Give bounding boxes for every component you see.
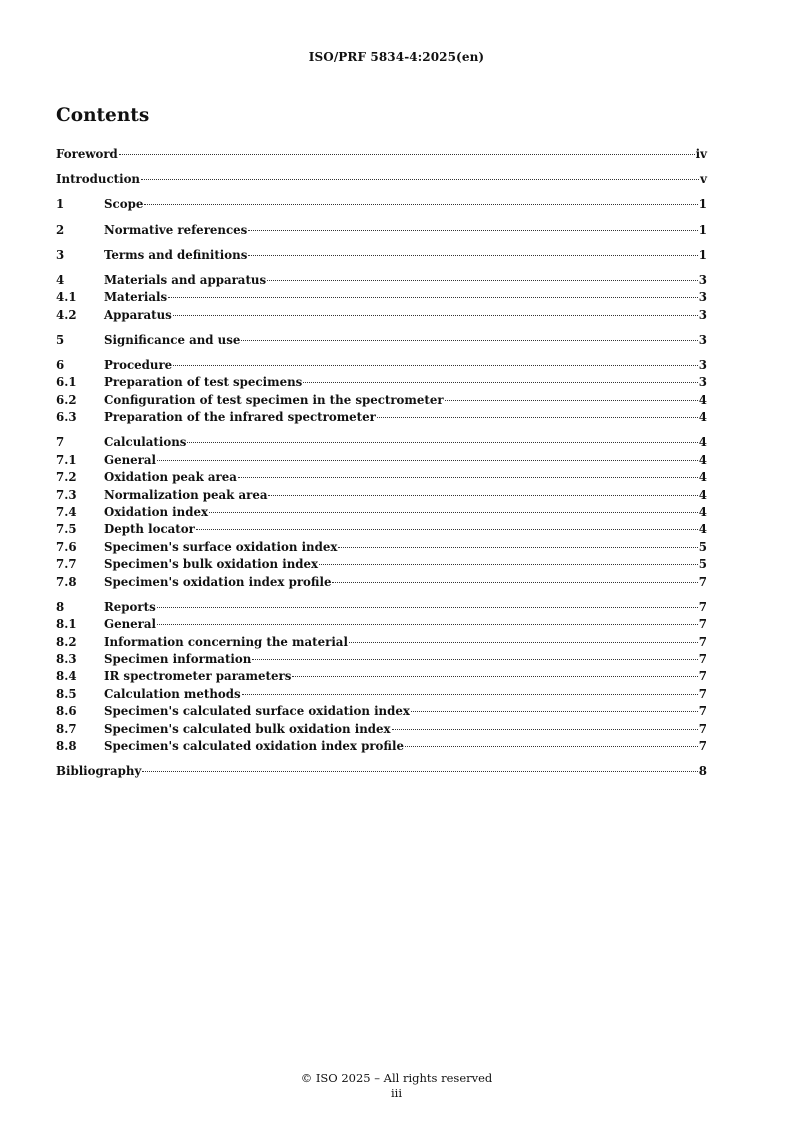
toc-entry-page: 3 bbox=[698, 332, 707, 347]
toc-entry-label: Materials bbox=[104, 290, 168, 305]
toc-entry-label: Bibliography bbox=[56, 764, 142, 779]
toc-entry-label: Foreword bbox=[56, 147, 118, 161]
toc-entry-number: 7.8 bbox=[56, 574, 77, 589]
toc-dot-leader bbox=[173, 365, 698, 366]
toc-entry-page: 5 bbox=[698, 539, 707, 554]
toc-entry-page: 3 bbox=[698, 272, 707, 287]
toc-entry-number: 7.4 bbox=[56, 505, 77, 520]
toc-dot-leader bbox=[267, 280, 698, 281]
toc-entry[interactable] bbox=[56, 599, 707, 616]
toc-entry-number: 7.7 bbox=[56, 557, 77, 572]
toc-entry-page: 7 bbox=[698, 738, 707, 753]
toc-entry-label: Procedure bbox=[104, 358, 173, 373]
toc-entry-label: Preparation of test specimens bbox=[104, 375, 303, 390]
toc-entry-page: 7 bbox=[698, 599, 707, 614]
toc-entry-page: 1 bbox=[698, 247, 707, 262]
toc-entry-label: Significance and use bbox=[104, 332, 241, 347]
toc-entry-label: Specimen's bulk oxidation index bbox=[104, 557, 319, 572]
toc-entry[interactable] bbox=[56, 146, 707, 163]
toc-entry-page: 3 bbox=[698, 290, 707, 305]
toc-dot-leader bbox=[209, 512, 698, 513]
toc-entry-page: 4 bbox=[698, 470, 707, 485]
toc-entry[interactable] bbox=[56, 721, 707, 738]
toc-entry-label: Specimen's calculated bulk oxidation index bbox=[104, 721, 391, 736]
toc-entry-number: 6.3 bbox=[56, 410, 77, 425]
toc-entry-page: 5 bbox=[698, 557, 707, 572]
toc-entry-label: Materials and apparatus bbox=[104, 272, 267, 287]
toc-entry-page: 4 bbox=[698, 435, 707, 450]
toc-dot-leader bbox=[241, 340, 697, 341]
toc-entry[interactable] bbox=[56, 763, 707, 780]
toc-entry-label: IR spectrometer parameters bbox=[104, 669, 292, 684]
toc-entry-page: 4 bbox=[698, 487, 707, 502]
toc-entry-number: 7.6 bbox=[56, 539, 77, 554]
toc-dot-leader bbox=[338, 547, 697, 548]
toc-entry[interactable] bbox=[56, 307, 707, 324]
toc-entry-number: 3 bbox=[56, 247, 65, 262]
toc-entry-number: 8.5 bbox=[56, 686, 77, 701]
toc-dot-leader bbox=[144, 204, 697, 205]
toc-entry[interactable] bbox=[56, 247, 707, 264]
toc-entry-number: 7 bbox=[56, 435, 65, 450]
toc-entry[interactable] bbox=[56, 452, 707, 469]
toc-entry-page: 3 bbox=[698, 375, 707, 390]
toc-entry[interactable] bbox=[56, 686, 707, 703]
toc-entry[interactable] bbox=[56, 574, 707, 591]
toc-entry-number: 4.2 bbox=[56, 307, 77, 322]
toc-entry-number: 4.1 bbox=[56, 290, 77, 305]
toc-entry-page: 7 bbox=[698, 634, 707, 649]
toc-dot-leader bbox=[411, 711, 698, 712]
toc-entry-number: 8.7 bbox=[56, 721, 77, 736]
toc-dot-leader bbox=[142, 771, 697, 772]
toc-dot-leader bbox=[319, 564, 698, 565]
toc-entry[interactable] bbox=[56, 521, 707, 538]
toc-entry-label: Configuration of test specimen in the spectrometer bbox=[104, 392, 444, 407]
toc-entry-page: 8 bbox=[698, 764, 707, 779]
toc-entry-page: 3 bbox=[698, 307, 707, 322]
toc-dot-leader bbox=[141, 179, 699, 180]
toc-entry[interactable] bbox=[56, 272, 707, 289]
toc-entry-number: 2 bbox=[56, 222, 65, 237]
toc-entry[interactable] bbox=[56, 357, 707, 374]
toc-entry[interactable] bbox=[56, 703, 707, 720]
toc-dot-leader bbox=[377, 417, 698, 418]
toc-dot-leader bbox=[445, 400, 698, 401]
toc-entry-number: 8 bbox=[56, 599, 65, 614]
document-header: ISO/PRF 5834-4:2025(en) bbox=[308, 50, 485, 64]
toc-dot-leader bbox=[303, 382, 697, 383]
toc-entry-number: 5 bbox=[56, 332, 65, 347]
toc-entry-number: 1 bbox=[56, 197, 65, 212]
toc-entry-label: General bbox=[104, 617, 157, 632]
toc-entry-label: Depth locator bbox=[104, 522, 195, 537]
toc-entry-label: Specimen's calculated oxidation index profile bbox=[104, 738, 404, 753]
toc-entry-label: Calculations bbox=[104, 435, 187, 450]
toc-entry-page: 1 bbox=[698, 222, 707, 237]
toc-entry-page: 7 bbox=[698, 721, 707, 736]
toc-entry-page: 4 bbox=[698, 410, 707, 425]
toc-entry-label: Normalization peak area bbox=[104, 487, 268, 502]
toc-dot-leader bbox=[349, 642, 698, 643]
toc-entry-label: Specimen's oxidation index profile bbox=[104, 574, 332, 589]
toc-entry[interactable] bbox=[56, 332, 707, 349]
toc-entry-page: 3 bbox=[698, 358, 707, 373]
toc-entry-label: Specimen's surface oxidation index bbox=[104, 539, 338, 554]
toc-entry-label: Specimen's calculated surface oxidation index bbox=[104, 704, 410, 719]
toc-entry-page: 4 bbox=[698, 392, 707, 407]
toc-dot-leader bbox=[238, 477, 698, 478]
toc-dot-leader bbox=[157, 624, 698, 625]
toc-entry-number: 8.4 bbox=[56, 669, 77, 684]
toc-entry-number: 7.1 bbox=[56, 452, 77, 467]
toc-entry-number: 6.1 bbox=[56, 375, 77, 390]
toc-dot-leader bbox=[168, 297, 698, 298]
toc-entry[interactable] bbox=[56, 196, 707, 213]
toc-entry-number: 6.2 bbox=[56, 392, 77, 407]
toc-entry-number: 8.3 bbox=[56, 651, 77, 666]
toc-entry-number: 7.2 bbox=[56, 470, 77, 485]
toc-entry-label: General bbox=[104, 452, 157, 467]
page-number: iii bbox=[390, 1086, 403, 1100]
toc-entry-label: Reports bbox=[104, 599, 156, 614]
toc-dot-leader bbox=[242, 694, 698, 695]
toc-entry-page: iv bbox=[695, 147, 707, 161]
page-footer bbox=[0, 1071, 793, 1101]
toc-dot-leader bbox=[187, 442, 697, 443]
toc-entry[interactable] bbox=[56, 738, 707, 755]
toc-entry-label: Preparation of the infrared spectrometer bbox=[104, 410, 376, 425]
toc-entry-page: 1 bbox=[698, 197, 707, 212]
table-of-contents bbox=[56, 146, 707, 780]
toc-entry[interactable] bbox=[56, 634, 707, 651]
toc-entry-number: 4 bbox=[56, 272, 65, 287]
toc-entry-label: Calculation methods bbox=[104, 686, 241, 701]
toc-entry-page: 4 bbox=[698, 452, 707, 467]
toc-dot-leader bbox=[268, 495, 697, 496]
toc-entry[interactable] bbox=[56, 409, 707, 426]
toc-entry-number: 8.2 bbox=[56, 634, 77, 649]
toc-dot-leader bbox=[248, 255, 697, 256]
page-title: Contents bbox=[56, 105, 150, 126]
toc-entry-page: 4 bbox=[698, 505, 707, 520]
toc-dot-leader bbox=[405, 746, 698, 747]
toc-entry-number: 8.8 bbox=[56, 738, 77, 753]
toc-entry-label: Information concerning the material bbox=[104, 634, 348, 649]
toc-entry[interactable] bbox=[56, 539, 707, 556]
toc-entry[interactable] bbox=[56, 651, 707, 668]
toc-entry-page: 7 bbox=[698, 686, 707, 701]
toc-entry-page: 7 bbox=[698, 617, 707, 632]
toc-dot-leader bbox=[248, 230, 697, 231]
toc-entry-label: Introduction bbox=[56, 172, 141, 187]
toc-dot-leader bbox=[157, 607, 698, 608]
toc-entry[interactable] bbox=[56, 504, 707, 521]
toc-entry-label: Oxidation peak area bbox=[104, 470, 237, 485]
toc-entry-page: 7 bbox=[698, 704, 707, 719]
toc-dot-leader bbox=[252, 659, 697, 660]
toc-entry[interactable] bbox=[56, 616, 707, 633]
toc-entry[interactable] bbox=[56, 556, 707, 573]
toc-entry[interactable] bbox=[56, 668, 707, 685]
toc-entry-label: Normative references bbox=[104, 222, 248, 237]
toc-entry-page: v bbox=[700, 172, 707, 187]
toc-entry-number: 7.5 bbox=[56, 522, 77, 537]
toc-dot-leader bbox=[157, 460, 698, 461]
toc-entry-number: 8.1 bbox=[56, 617, 77, 632]
toc-entry-label: Oxidation index bbox=[104, 505, 209, 520]
toc-entry[interactable] bbox=[56, 222, 707, 239]
toc-entry-number: 6 bbox=[56, 358, 65, 373]
toc-entry[interactable] bbox=[56, 434, 707, 451]
toc-entry-label: Scope bbox=[104, 197, 144, 212]
toc-entry[interactable] bbox=[56, 487, 707, 504]
toc-entry-page: 7 bbox=[698, 669, 707, 684]
toc-entry-number: 7.3 bbox=[56, 487, 77, 502]
toc-entry-page: 7 bbox=[698, 651, 707, 666]
toc-entry-label: Apparatus bbox=[104, 307, 172, 322]
toc-entry-page: 4 bbox=[698, 522, 707, 537]
toc-dot-leader bbox=[173, 315, 698, 316]
toc-entry-number: 8.6 bbox=[56, 704, 77, 719]
toc-entry[interactable] bbox=[56, 289, 707, 306]
toc-dot-leader bbox=[332, 582, 697, 583]
toc-entry-page: 7 bbox=[698, 574, 707, 589]
copyright-notice: © ISO 2025 – All rights reserved bbox=[300, 1071, 493, 1085]
toc-entry[interactable] bbox=[56, 392, 707, 409]
toc-entry[interactable] bbox=[56, 171, 707, 188]
toc-dot-leader bbox=[292, 676, 697, 677]
toc-dot-leader bbox=[119, 154, 695, 155]
toc-dot-leader bbox=[392, 729, 698, 730]
toc-entry[interactable] bbox=[56, 469, 707, 486]
toc-entry[interactable] bbox=[56, 374, 707, 391]
toc-dot-leader bbox=[196, 529, 698, 530]
toc-entry-label: Specimen information bbox=[104, 651, 252, 666]
toc-entry-label: Terms and definitions bbox=[104, 247, 248, 262]
